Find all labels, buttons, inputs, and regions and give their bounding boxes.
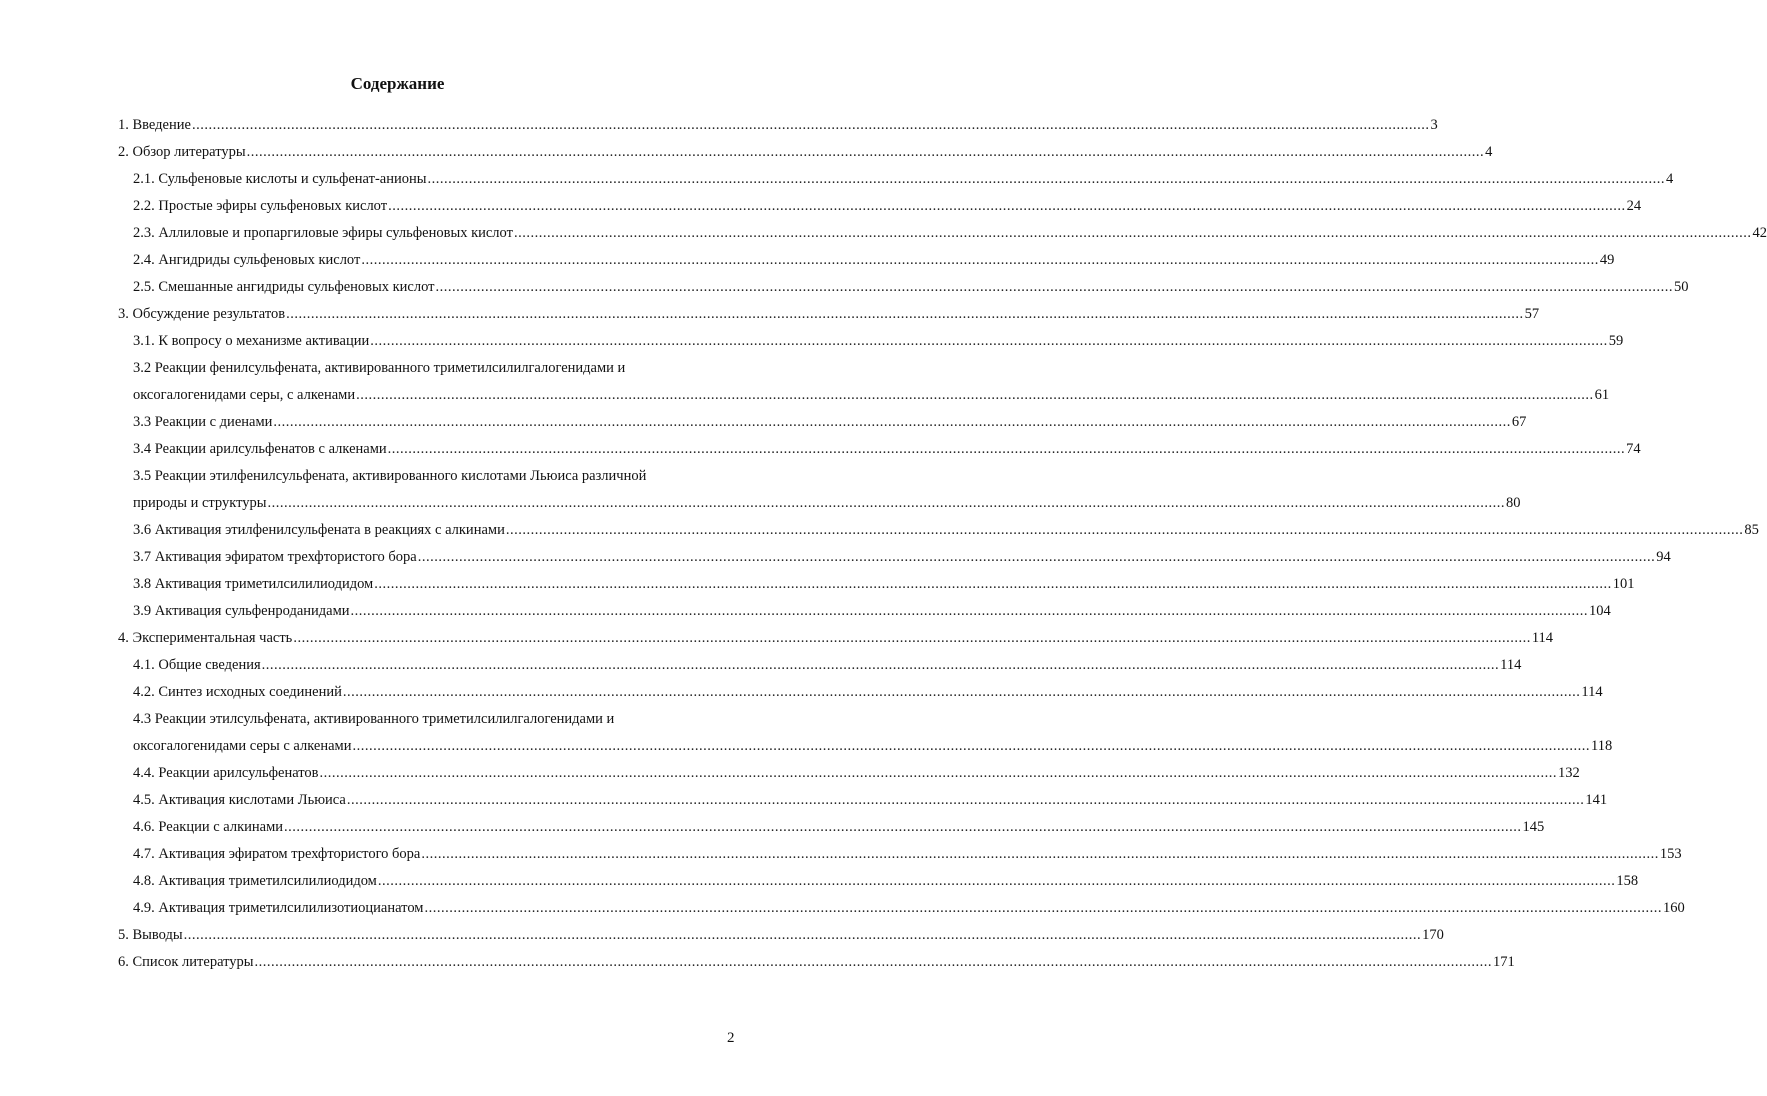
toc-entry[interactable] bbox=[133, 791, 1608, 809]
toc-entry-page: 101 bbox=[1612, 576, 1635, 592]
toc-entry[interactable] bbox=[133, 548, 1671, 566]
toc-entry[interactable] bbox=[133, 845, 1682, 863]
toc-entry-label: 4.5. Активация кислотами Льюиса bbox=[133, 792, 346, 808]
dot-leader: ............................................................................................................................................................................................................................................................................................................ bbox=[435, 279, 1673, 295]
toc-entry[interactable] bbox=[133, 170, 1674, 188]
toc-entry-page: 104 bbox=[1589, 603, 1611, 619]
toc-entry-page: 61 bbox=[1594, 387, 1610, 403]
dot-leader: ............................................................................................................................................................................................................................................................................................................ bbox=[421, 846, 1659, 862]
toc-entry-page: 4 bbox=[1485, 144, 1493, 160]
dot-leader: ............................................................................................................................................................................................................................................................................................................ bbox=[427, 171, 1665, 187]
toc-entry-page: 24 bbox=[1626, 198, 1642, 214]
toc-entry[interactable] bbox=[133, 494, 1521, 512]
dot-leader: ............................................................................................................................................................................................................................................................................................................ bbox=[350, 603, 1589, 619]
toc-entry-page: 141 bbox=[1585, 792, 1608, 808]
toc-entry-page: 3 bbox=[1430, 117, 1438, 133]
toc-entry-label: оксогалогенидами серы, с алкенами bbox=[133, 387, 356, 403]
toc-entry-label: 3.8 Активация триметилсилилиодидом bbox=[133, 576, 374, 592]
toc-entry[interactable] bbox=[133, 656, 1522, 674]
toc-entry-label: 2.2. Простые эфиры сульфеновых кислот bbox=[133, 198, 388, 214]
toc-entry[interactable] bbox=[133, 899, 1685, 917]
toc-entry-page: 171 bbox=[1493, 954, 1515, 970]
toc-entry[interactable] bbox=[133, 332, 1624, 350]
toc-entry-label: 2.1. Сульфеновые кислоты и сульфенат-анионы bbox=[133, 171, 427, 187]
toc-entry[interactable] bbox=[118, 143, 1493, 161]
dot-leader: ............................................................................................................................................................................................................................................................................................................ bbox=[356, 387, 1594, 403]
dot-leader: ............................................................................................................................................................................................................................................................................................................ bbox=[246, 144, 1485, 160]
toc-entry-page: 145 bbox=[1522, 819, 1545, 835]
dot-leader: ............................................................................................................................................................................................................................................................................................................ bbox=[352, 738, 1590, 754]
toc-entry-label: 2.3. Аллиловые и пропаргиловые эфиры сульфеновых кислот bbox=[133, 225, 513, 241]
toc-entry-label: 4.1. Общие сведения bbox=[133, 657, 261, 673]
toc-entry-label: 1. Введение bbox=[118, 117, 191, 133]
toc-entry[interactable] bbox=[118, 926, 1444, 944]
toc-entry-page: 153 bbox=[1659, 846, 1682, 862]
toc-entry[interactable] bbox=[133, 386, 1610, 404]
toc-entry-page: 67 bbox=[1511, 414, 1527, 430]
dot-leader: ............................................................................................................................................................................................................................................................................................................ bbox=[183, 927, 1422, 943]
dot-leader: ............................................................................................................................................................................................................................................................................................................ bbox=[513, 225, 1752, 241]
dot-leader: ............................................................................................................................................................................................................................................................................................................ bbox=[284, 819, 1522, 835]
dot-leader: ............................................................................................................................................................................................................................................................................................................ bbox=[505, 522, 1744, 538]
dot-leader: ............................................................................................................................................................................................................................................................................................................ bbox=[424, 900, 1662, 916]
toc-entry-page: 132 bbox=[1558, 765, 1580, 781]
toc-entry-page: 118 bbox=[1590, 738, 1613, 754]
dot-leader: ............................................................................................................................................................................................................................................................................................................ bbox=[370, 333, 1608, 349]
toc-entry-label: 5. Выводы bbox=[118, 927, 183, 943]
toc-entry-page: 114 bbox=[1581, 684, 1603, 700]
toc-entry[interactable] bbox=[133, 575, 1635, 593]
dot-leader: ............................................................................................................................................................................................................................................................................................................ bbox=[417, 549, 1656, 565]
toc-entry-label: 4.8. Активация триметилсилилиодидом bbox=[133, 873, 377, 889]
toc-entry-page: 42 bbox=[1752, 225, 1767, 241]
toc-entry-label: 2.5. Смешанные ангидриды сульфеновых кислот bbox=[133, 279, 435, 295]
toc-entry-line: 3.5 Реакции этилфенилсульфената, активированного кислотами Льюиса различной bbox=[133, 468, 647, 484]
toc-entry-label: 4.4. Реакции арилсульфенатов bbox=[133, 765, 319, 781]
toc-entry-label: 2. Обзор литературы bbox=[118, 144, 246, 160]
dot-leader: ............................................................................................................................................................................................................................................................................................................ bbox=[286, 306, 1524, 322]
toc-entry[interactable] bbox=[133, 764, 1580, 782]
toc-entry-page: 85 bbox=[1744, 522, 1759, 538]
toc-entry-page: 160 bbox=[1662, 900, 1685, 916]
toc-entry-page: 59 bbox=[1608, 333, 1624, 349]
toc-entry-page: 94 bbox=[1656, 549, 1671, 565]
toc-entry-page: 50 bbox=[1674, 279, 1689, 295]
toc-entry[interactable] bbox=[133, 683, 1603, 701]
dot-leader: ............................................................................................................................................................................................................................................................................................................ bbox=[293, 630, 1531, 646]
dot-leader: ............................................................................................................................................................................................................................................................................................................ bbox=[191, 117, 1430, 133]
toc-entry[interactable] bbox=[118, 305, 1540, 323]
toc-entry[interactable] bbox=[133, 818, 1545, 836]
toc-entry-label: 4.2. Синтез исходных соединений bbox=[133, 684, 342, 700]
toc-entry-label: 3. Обсуждение результатов bbox=[118, 306, 286, 322]
toc-entry-page: 114 bbox=[1531, 630, 1554, 646]
toc-entry-label: 3.7 Активация эфиратом трехфтористого бора bbox=[133, 549, 417, 565]
toc-entry-label: 3.3 Реакции с диенами bbox=[133, 414, 273, 430]
toc-entry-label: 3.9 Активация сульфенроданидами bbox=[133, 603, 350, 619]
toc-entry-label: 3.1. К вопросу о механизме активации bbox=[133, 333, 370, 349]
toc-entry-label: 4.6. Реакции с алкинами bbox=[133, 819, 284, 835]
toc-entry-label: 4. Экспериментальная часть bbox=[118, 630, 293, 646]
toc-entry-page: 80 bbox=[1505, 495, 1521, 511]
toc-entry[interactable] bbox=[118, 953, 1515, 971]
toc-entry[interactable] bbox=[133, 197, 1642, 215]
toc-entry[interactable] bbox=[133, 413, 1527, 431]
toc-entry-label: оксогалогенидами серы с алкенами bbox=[133, 738, 352, 754]
toc-entry-page: 57 bbox=[1524, 306, 1540, 322]
dot-leader: ............................................................................................................................................................................................................................................................................................................ bbox=[346, 792, 1585, 808]
toc-entry-page: 114 bbox=[1500, 657, 1522, 673]
dot-leader: ............................................................................................................................................................................................................................................................................................................ bbox=[273, 414, 1511, 430]
toc-entry[interactable] bbox=[118, 116, 1438, 134]
toc-entry[interactable] bbox=[133, 872, 1639, 890]
dot-leader: ............................................................................................................................................................................................................................................................................................................ bbox=[261, 657, 1500, 673]
toc-entry-label: природы и структуры bbox=[133, 495, 267, 511]
toc-entry[interactable] bbox=[133, 521, 1759, 539]
toc-entry[interactable] bbox=[133, 737, 1613, 755]
toc-entry-page: 170 bbox=[1422, 927, 1444, 943]
dot-leader: ............................................................................................................................................................................................................................................................................................................ bbox=[267, 495, 1505, 511]
dot-leader: ............................................................................................................................................................................................................................................................................................................ bbox=[319, 765, 1558, 781]
toc-entry-line: 4.3 Реакции этилсульфената, активированного триметилсилилгалогенидами и bbox=[133, 711, 615, 727]
dot-leader: ............................................................................................................................................................................................................................................................................................................ bbox=[388, 198, 1626, 214]
toc-entry[interactable] bbox=[133, 440, 1641, 458]
dot-leader: ............................................................................................................................................................................................................................................................................................................ bbox=[254, 954, 1493, 970]
toc-entry[interactable] bbox=[118, 629, 1554, 647]
toc-entry-label: 4.7. Активация эфиратом трехфтористого бора bbox=[133, 846, 421, 862]
page-number: 2 bbox=[727, 1030, 735, 1046]
dot-leader: ............................................................................................................................................................................................................................................................................................................ bbox=[387, 441, 1626, 457]
toc-entry-page: 158 bbox=[1616, 873, 1639, 889]
toc-entry-label: 6. Список литературы bbox=[118, 954, 254, 970]
toc-entry[interactable] bbox=[133, 251, 1615, 269]
toc-entry-page: 4 bbox=[1666, 171, 1674, 187]
toc-entry[interactable] bbox=[133, 224, 1767, 242]
page-title: Содержание bbox=[350, 74, 445, 93]
toc-entry-label: 2.4. Ангидриды сульфеновых кислот bbox=[133, 252, 361, 268]
toc-entry-line: 3.2 Реакции фенилсульфената, активированного триметилсилилгалогенидами и bbox=[133, 360, 626, 376]
toc-entry[interactable] bbox=[133, 602, 1611, 620]
dot-leader: ............................................................................................................................................................................................................................................................................................................ bbox=[342, 684, 1581, 700]
dot-leader: ............................................................................................................................................................................................................................................................................................................ bbox=[374, 576, 1612, 592]
dot-leader: ............................................................................................................................................................................................................................................................................................................ bbox=[361, 252, 1599, 268]
toc-entry-label: 3.6 Активация этилфенилсульфената в реакциях с алкинами bbox=[133, 522, 505, 538]
toc-entry-label: 3.4 Реакции арилсульфенатов с алкенами bbox=[133, 441, 387, 457]
toc-entry-page: 74 bbox=[1626, 441, 1641, 457]
toc-entry[interactable] bbox=[133, 278, 1689, 296]
dot-leader: ............................................................................................................................................................................................................................................................................................................ bbox=[377, 873, 1616, 889]
toc-entry-page: 49 bbox=[1599, 252, 1615, 268]
toc-entry-label: 4.9. Активация триметилсилилизотиоцианатом bbox=[133, 900, 424, 916]
